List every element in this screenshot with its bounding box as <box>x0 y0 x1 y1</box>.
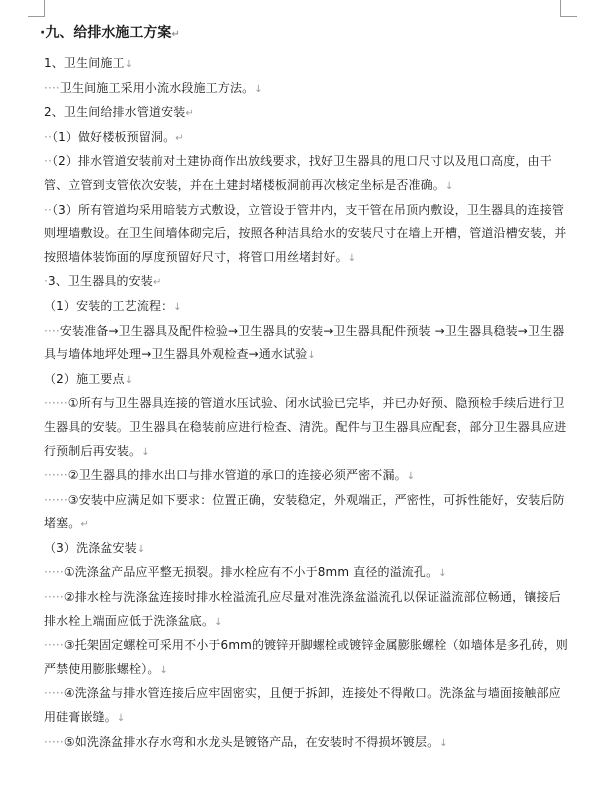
break-mark-icon: ↓ <box>307 350 316 362</box>
page-corner-mark-left <box>28 0 45 17</box>
paragraph-text: ③安装中应满足如下要求：位置正确，安装稳定，外观端正，严密性，可拆性能好，安装后防堵塞。 <box>44 492 565 531</box>
document-page <box>40 18 572 755</box>
paragraph-text: ①洗涤盆产品应平整无损裂。排水栓应有不小于8mm 直径的溢流孔。 <box>63 565 439 580</box>
indent-dots: ·· <box>44 129 52 144</box>
paragraph <box>44 52 572 77</box>
paragraph-text: （1）安装的工艺流程： <box>44 298 174 313</box>
break-mark-icon: ↓ <box>159 664 169 676</box>
paragraph <box>44 295 572 320</box>
paragraph-mark-icon: ↵ <box>171 29 180 40</box>
paragraph-text: （2）排水管道安装前对土建协商作出放线要求，找好卫生器具的甩口尺寸以及甩口高度，由干管、立管到支管依次安装，并在土建封堵楼板洞前再次核定坐标是否准确。 <box>44 154 552 192</box>
paragraph <box>44 682 572 730</box>
paragraph <box>44 77 572 102</box>
paragraph <box>44 537 572 562</box>
break-mark-icon: ↓ <box>124 374 134 386</box>
paragraph <box>44 392 572 464</box>
break-mark-icon: ↓ <box>254 83 263 95</box>
break-mark-icon: ↵ <box>80 519 89 531</box>
paragraph-text: 2、卫生间给排水管道安装 <box>44 105 186 120</box>
section-title-text: ·九、给排水施工方案 <box>40 25 172 41</box>
paragraph <box>44 126 572 151</box>
paragraph <box>44 368 572 393</box>
indent-dots: ····· <box>44 686 64 701</box>
indent-dots: ·· <box>44 202 52 217</box>
break-mark-icon: ↵ <box>152 277 162 289</box>
break-mark-icon: ↵ <box>185 108 194 120</box>
break-mark-icon: ↓ <box>406 471 416 483</box>
page-corner-mark-right <box>560 0 577 17</box>
document-body <box>44 52 572 755</box>
paragraph-text: ⑤如洗涤盆排水存水弯和水龙头是镀铬产品，在安装时不得损坏镀层。 <box>63 734 440 749</box>
break-mark-icon: ↵ <box>175 132 184 144</box>
indent-dots: ···· <box>44 323 60 338</box>
paragraph-text: 3、卫生器具的安装 <box>47 274 153 289</box>
indent-dots: ····· <box>44 565 64 580</box>
paragraph <box>44 731 572 756</box>
indent-dots: ······ <box>44 396 68 411</box>
paragraph-text: 卫生间施工采用小流水段施工方法。 <box>59 80 255 95</box>
paragraph-text: 1、卫生间施工 <box>44 56 125 70</box>
paragraph <box>44 270 572 295</box>
break-mark-icon: ↓ <box>347 252 357 264</box>
paragraph <box>44 586 572 634</box>
indent-dots: ······ <box>44 492 68 507</box>
paragraph-text: 安装准备→卫生器具及配件检验→卫生器具的安装→卫生器具配件预装 →卫生器具稳装→卫生器具与墙体地坪处理→卫生器具外观检查→通水试验 <box>44 323 565 362</box>
paragraph <box>44 489 572 537</box>
break-mark-icon: ↓ <box>439 737 448 749</box>
break-mark-icon: ↓ <box>444 180 454 192</box>
paragraph-text: ②排水栓与洗涤盆连接时排水栓溢流孔应尽量对准洗涤盆溢流孔以保证溢流部位畅通，镶接后排水栓上端面应低于洗涤盆底。 <box>44 590 561 628</box>
paragraph-text: ③托架固定螺栓可采用不小于6mm的镀锌开脚螺栓或镀锌金属膨胀螺栓（如墙体是多孔砖，则严禁使用膨胀螺栓）。 <box>44 638 568 676</box>
paragraph <box>44 150 572 198</box>
break-mark-icon: ↓ <box>136 543 146 555</box>
indent-dots: ·· <box>44 154 52 169</box>
paragraph-text: ②卫生器具的排水出口与排水管道的承口的连接必须严密不漏。 <box>67 468 407 483</box>
paragraph <box>44 199 572 271</box>
paragraph <box>44 561 572 586</box>
paragraph <box>44 464 572 489</box>
break-mark-icon: ↓ <box>214 616 223 628</box>
paragraph-text: （3）洗涤盆安装 <box>44 540 137 555</box>
indent-dots: ····· <box>44 638 64 653</box>
indent-dots: ······ <box>44 468 68 483</box>
paragraph-text: ①所有与卫生器具连接的管道水压试验、闭水试验已完毕，并已办好预、隐预检手续后进行卫生器具的安装。卫生器具在稳装前应进行检查、清洗。配件与卫生器具应配套，部分卫生器具应进行预制后再安装。 <box>44 396 567 458</box>
paragraph-text: （2）施工要点 <box>44 371 125 386</box>
indent-dots: ···· <box>44 80 60 95</box>
paragraph <box>44 101 572 126</box>
paragraph-text: （3）所有管道均采用暗装方式敷设，立管设于管井内，支干管在吊顶内敷设，卫生器具的连接管则埋墙敷设。在卫生间墙体砌完后，按照各种洁具给水的安装尺寸在墙上开槽，管道沿槽安装，并按照墙体装饰面的厚度预留好尺寸，将管口用丝堵封好。 <box>44 202 567 264</box>
indent-dots: ····· <box>44 734 64 749</box>
break-mark-icon: ↓ <box>124 59 134 70</box>
paragraph <box>44 634 572 682</box>
break-mark-icon: ↓ <box>173 301 182 313</box>
break-mark-icon: ↓ <box>116 713 126 725</box>
section-title <box>40 18 572 50</box>
paragraph-text: ④洗涤盆与排水管连接后应牢固密实，且便于拆卸，连接处不得敞口。洗涤盆与墙面接触部应用硅膏嵌缝。 <box>44 686 561 725</box>
break-mark-icon: ↓ <box>438 568 447 580</box>
paragraph-text: （1）做好楼板预留洞。 <box>51 129 176 144</box>
break-mark-icon: ↓ <box>141 446 150 458</box>
paragraph <box>44 320 572 368</box>
indent-dots: ····· <box>44 590 64 605</box>
indent-dots: · <box>44 274 48 289</box>
